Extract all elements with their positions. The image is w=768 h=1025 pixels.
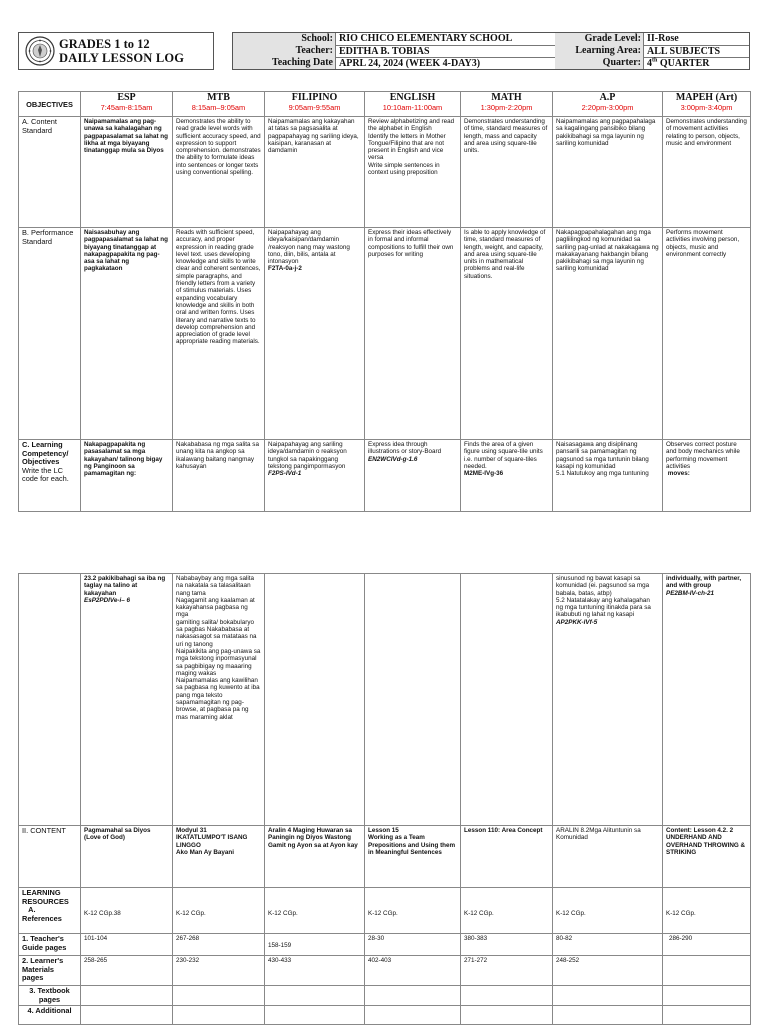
mapeh-competency-code: PE2BM-IV-ch-21 [666, 589, 715, 597]
subjects-header-row [19, 92, 751, 117]
competency-english [365, 440, 461, 512]
tg-esp: 101-104 [81, 934, 173, 956]
subject-name: ENGLISH [389, 92, 436, 103]
subject-time: 10:10am-11:00am [382, 103, 443, 112]
title-daily-lesson-log: DAILY LESSON LOG [59, 51, 185, 65]
info-row-date [233, 57, 749, 69]
content-standard-mtb: Demonstrates the ability to read grade level words with sufficient accuracy speed, and expression to support comprehension. demonstrates the ability to formulate ideas into sentences or longer texts using conventional spelling. [173, 117, 265, 228]
subject-time: 9:05am-9:55am [288, 103, 341, 112]
lm-ap: 248-252 [553, 956, 663, 986]
additional-row [19, 1006, 751, 1025]
learners-materials-label: 2. Learner's Materials pages [19, 956, 81, 986]
performance-standard-english: Express their ideas effectively in formal and informal compositions to fulfill their own purposes for writing [365, 228, 461, 440]
references-label: A. References [22, 905, 62, 923]
lm-filipino: 430-433 [265, 956, 365, 986]
resources-label [19, 888, 81, 934]
continued-mapeh [663, 574, 751, 826]
learners-materials-row [19, 956, 751, 986]
references-math: K-12 CGp. [461, 888, 553, 934]
subject-time: 8:15am–9:05am [191, 103, 246, 112]
quarter-number: 4 [647, 58, 652, 69]
textbook-row [19, 986, 751, 1006]
esp-competency-code: EsP2PDIVe-i– 6 [84, 596, 130, 604]
additional-esp [81, 1006, 173, 1025]
info-row-teacher [233, 45, 749, 57]
math-competency-code: M2ME-IVg-36 [464, 470, 504, 478]
subject-name: A.P [599, 92, 616, 103]
school-value: RIO CHICO ELEMENTARY SCHOOL [335, 33, 555, 45]
performance-standard-mapeh: Performs movement activities involving person, objects, music and environment correctly [663, 228, 751, 440]
continued-english-empty [365, 574, 461, 826]
content-label: II. CONTENT [19, 826, 81, 888]
subject-name: MAPEH (Art) [675, 92, 738, 103]
competency-mapeh-text: Observes correct posture and body mechanics while performing movement activities [666, 441, 740, 470]
content-standard-label: A. Content Standard [19, 117, 81, 228]
competency-math-text: Finds the area of a given figure using square-tile units i.e. number of square-tiles needed. [464, 441, 543, 470]
additional-label: 4. Additional [19, 1006, 81, 1025]
tg-ap: 80-82 [553, 934, 663, 956]
deped-seal-icon [25, 36, 55, 66]
subject-header-ap [553, 92, 663, 117]
quarter-suffix: th [652, 57, 658, 64]
continued-mtb: Nababaybay ang mga salita na nakatala sa talasalitaan nang tama Nagagamit ang kaalaman at kakayahansa pagbasa ng mga gamiting salita/ bokabularyo sa pagbas Nakababasa at nakasasagot sa matataas na uri ng tanong Naipakikita ang pag-unawa sa mga tekstong inpormasyunal sa pagbibigay ng maaaring maging wakas Naipamamalas ang kawilihan sa pagbasa ng kuwento at iba pang mga teksto sapamamagitan ng pag-browse, at pagbasa pa ng mas maraming aklat [173, 574, 265, 826]
content-row [19, 826, 751, 888]
competency-continued-row [19, 574, 751, 826]
content-standard-filipino: Naipamamalas ang kakayahan at tatas sa pagsasalita at pagpapahayag ng sariling ideya, kaisipan, karanasan at damdamin [265, 117, 365, 228]
subject-time: 1:30pm-2:20pm [480, 103, 533, 112]
continued-ap-text: sinusunod ng bawat kasapi sa komunidad (ei. pagsunod sa mga babala, batas, atbp) 5.2 Natatalakay ang kahalagahan ng mga tuntuning itinakda para sa ikabubuti ng lahat ng kasapi [556, 575, 651, 619]
school-label: School: [301, 33, 333, 44]
performance-standard-filipino [265, 228, 365, 440]
content-ap: ARALIN 8.2Mga Alituntunin sa Komunidad [553, 826, 663, 888]
grade-value: II-Rose [643, 33, 749, 45]
content-esp: Pagmamahal sa Diyos (Love of God) [81, 826, 173, 888]
references-esp: K-12 CGp.38 [81, 888, 173, 934]
competency-math [461, 440, 553, 512]
references-mapeh: K-12 CGp. [663, 888, 751, 934]
subject-name: ESP [117, 92, 136, 103]
lm-math: 271-272 [461, 956, 553, 986]
textbook-esp [81, 986, 173, 1006]
continued-filipino-empty [265, 574, 365, 826]
continued-mapeh-text: individually, with partner, and with group [666, 575, 742, 590]
english-competency-code: EN2WCIVd-g-1.6 [368, 455, 418, 463]
subject-time: 2:20pm-3:00pm [581, 103, 634, 112]
textbook-mapeh [663, 986, 751, 1006]
performance-standard-filipino-text: Naipapahayag ang ideya/kaisipan/damdamin /reaksyon nang may wastong tono, diin, bilis, antala at intonasyon [268, 229, 350, 266]
textbook-mtb [173, 986, 265, 1006]
content-standard-mapeh: Demonstrates understanding of movement activities relating to person, objects, music and environment [663, 117, 751, 228]
subject-header-mtb [173, 92, 265, 117]
date-label: Teaching Date [271, 57, 333, 68]
quarter-word: QUARTER [659, 58, 710, 69]
performance-standard-math: Is able to apply knowledge of time, standard measures of length, weight, and capacity, and area using square-tile units in mathematical problems and real-life situations. [461, 228, 553, 440]
subject-header-math [461, 92, 553, 117]
textbook-label: 3. Textbook pages [19, 986, 81, 1006]
title-grades: GRADES 1 to 12 [59, 37, 150, 51]
lesson-log-table-part2 [18, 573, 751, 1025]
teacher-value: EDITHA B. TOBIAS [335, 45, 555, 57]
references-filipino: K-12 CGp. [265, 888, 365, 934]
content-mtb: Modyul 31 IKATATLUMPO'T ISANG LINGGO Ako Man Ay Bayani [173, 826, 265, 888]
content-standard-math: Demonstrates understanding of time, standard measures of length, mass and capacity and area using square-tile units. [461, 117, 553, 228]
competency-filipino-text: Naipapahayag ang sariling ideya/damdamin o reaksyon tungkol sa napakinggang tekstong pangimpormasyon [268, 441, 347, 470]
tg-filipino: 158-159 [265, 934, 365, 956]
content-mapeh: Content: Lesson 4.2. 2 UNDERHAND AND OVERHAND THROWING & STRIKING [663, 826, 751, 888]
textbook-filipino [265, 986, 365, 1006]
textbook-ap [553, 986, 663, 1006]
tg-mtb: 267-268 [173, 934, 265, 956]
teachers-guide-row [19, 934, 751, 956]
competency-row [19, 440, 751, 512]
quarter-label: Quarter: [602, 57, 641, 68]
info-row-school [233, 33, 749, 45]
title-box [18, 32, 214, 70]
additional-math [461, 1006, 553, 1025]
tg-mapeh: 286-290 [663, 934, 751, 956]
competency-english-text: Express idea through illustrations or story-Board [368, 441, 442, 456]
filipino-competency-code: F2PS-IVd-1 [268, 470, 302, 478]
lm-esp: 258-265 [81, 956, 173, 986]
continued-label-empty [19, 574, 81, 826]
lesson-log-header [18, 32, 750, 70]
references-ap: K-12 CGp. [553, 888, 663, 934]
teacher-label: Teacher: [295, 45, 333, 56]
tg-english: 28-30 [365, 934, 461, 956]
info-box [232, 32, 750, 70]
references-mtb: K-12 CGp. [173, 888, 265, 934]
content-standard-esp: Naipamamalas ang pag-unawa sa kahalagahan ng pagpapasalamat sa lahat ng likha at mga biyayang tinatanggap mula sa Diyos [81, 117, 173, 228]
mapeh-competency-moves: moves: [667, 470, 690, 478]
competency-label-note: Write the LC code for each. [22, 465, 69, 483]
subject-header-filipino [265, 92, 365, 117]
competency-esp: Nakapagpapakita ng pasasalamat sa mga kakayahan/ talinong bigay ng Panginoon sa pamamagitan ng: [81, 440, 173, 512]
lm-english: 402-403 [365, 956, 461, 986]
resources-label-title: LEARNING RESOURCES [22, 888, 69, 906]
lm-mtb: 230-232 [173, 956, 265, 986]
area-label: Learning Area: [575, 45, 641, 56]
lm-mapeh [663, 956, 751, 986]
content-math: Lesson 110: Area Concept [461, 826, 553, 888]
quarter-value [643, 57, 749, 69]
performance-standard-ap: Nakapagpapahalagahan ang mga pagliilingkod ng komunidad sa sariling pag-unlad at nakakagawa ng makakayanang hakbangin bilang pakikibahagi sa mga layunin ng sariling komunidad [553, 228, 663, 440]
grade-label: Grade Level: [584, 33, 641, 44]
additional-filipino [265, 1006, 365, 1025]
competency-mtb: Nakababasa ng mga salita sa unang kita na angkop sa ikalawang baitang nangmay kahusayan [173, 440, 265, 512]
continued-esp-text: 23.2 pakikibahagi sa iba ng taglay na talino at kakayahan [84, 575, 166, 597]
continued-math-empty [461, 574, 553, 826]
subject-header-english [365, 92, 461, 117]
content-standard-row [19, 117, 751, 228]
performance-standard-esp: Naisasabuhay ang pagpapasalamat sa lahat ng biyayang tinatanggap at nakapagpapakita ng pag-asa sa lahat ng pagkakataon [81, 228, 173, 440]
filipino-performance-code: F2TA-0a-j-2 [268, 265, 302, 273]
additional-ap [553, 1006, 663, 1025]
tg-math: 380-383 [461, 934, 553, 956]
additional-english [365, 1006, 461, 1025]
continued-esp [81, 574, 173, 826]
subject-name: MATH [491, 92, 522, 103]
lesson-log-table-part1 [18, 91, 751, 512]
content-filipino: Aralin 4 Maging Huwaran sa Paningin ng Diyos Wastong Gamit ng Ayon sa at Ayon kay [265, 826, 365, 888]
content-standard-english: Review alphabetizing and read the alphabet in English Identify the letters in Mother Tongue/Filipino that are not present in English and vice versa Write simple sentences in context using preposition [365, 117, 461, 228]
references-row [19, 888, 751, 934]
competency-ap: Naisasagawa ang disiplinang pansarili sa pamamagitan ng pagsunod sa mga tuntunin bilang kasapi ng komunidad 5.1 Natutukoy ang mga tuntuning [553, 440, 663, 512]
competency-mapeh [663, 440, 751, 512]
subject-time: 3:00pm-3:40pm [680, 103, 733, 112]
additional-mtb [173, 1006, 265, 1025]
area-value: ALL SUBJECTS [643, 45, 749, 57]
references-english: K-12 CGp. [365, 888, 461, 934]
competency-filipino [265, 440, 365, 512]
performance-standard-label: B. Performance Standard [19, 228, 81, 440]
objectives-header: OBJECTIVES [19, 92, 81, 117]
subject-header-esp [81, 92, 173, 117]
content-standard-ap: Naipamamalas ang pagpapahalaga sa kagalingang pansibiko bilang pakikibahagi sa mga layunin ng sariling komunidad [553, 117, 663, 228]
competency-label [19, 440, 81, 512]
date-value: APRL 24, 2024 (WEEK 4-DAY3) [335, 57, 555, 69]
additional-mapeh [663, 1006, 751, 1025]
performance-standard-mtb: Reads with sufficient speed, accuracy, and proper expression in reading grade level text. uses developing knowledge and skills to write clear and coherent sentences, simple paragraphs, and friendly letters from a variety of stimulus materials. Uses expanding vocabulary knowledge and skills in both oral and written forms. Uses literary and narrative texts to develop comprehension and appreciation of grade level appropriate reading materials. [173, 228, 265, 440]
textbook-english [365, 986, 461, 1006]
subject-header-mapeh [663, 92, 751, 117]
content-english: Lesson 15 Working as a Team Prepositions and Using them in Meaningful Sentences [365, 826, 461, 888]
ap-competency-code: AP2PKK-IVf-5 [556, 618, 598, 626]
subject-name: FILIPINO [291, 92, 338, 103]
subject-time: 7:45am-8:15am [100, 103, 153, 112]
continued-ap [553, 574, 663, 826]
textbook-math [461, 986, 553, 1006]
subject-name: MTB [207, 92, 230, 103]
performance-standard-row [19, 228, 751, 440]
teachers-guide-label: 1. Teacher's Guide pages [19, 934, 81, 956]
competency-label-title: C. Learning Competency/ Objectives [22, 440, 69, 466]
